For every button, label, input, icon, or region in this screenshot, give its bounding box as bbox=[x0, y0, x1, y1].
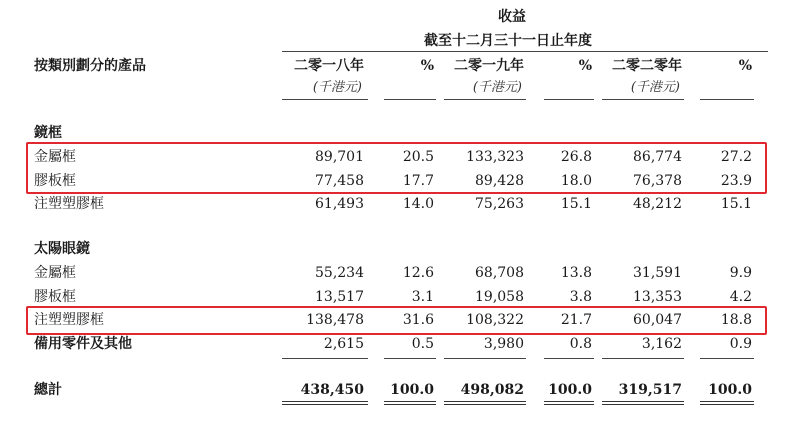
subtotal-line-2020-pct bbox=[700, 358, 754, 359]
value-2018: 13,517 bbox=[315, 289, 364, 305]
total-2018: 438,450 bbox=[300, 382, 364, 398]
pct-2018: 17.7 bbox=[402, 173, 434, 189]
row-label: 膠板框 bbox=[34, 289, 76, 305]
pct-2019: 21.7 bbox=[560, 312, 592, 328]
pct-2020: 15.1 bbox=[720, 196, 752, 212]
pct-2020: 4.2 bbox=[729, 289, 752, 305]
subtotal-line-2019-pct bbox=[544, 358, 594, 359]
value-2020: 3,162 bbox=[641, 336, 682, 352]
pct-2020: 27.2 bbox=[720, 149, 752, 165]
pct-2018: 20.5 bbox=[402, 149, 434, 165]
total-label: 總計 bbox=[34, 382, 62, 398]
total-double-line-2019-pct bbox=[544, 401, 594, 405]
value-2019: 108,322 bbox=[466, 312, 524, 328]
total-2019: 498,082 bbox=[460, 382, 524, 398]
period-title: 截至十二月三十一日止年度 bbox=[424, 33, 592, 49]
pct-2018: 14.0 bbox=[402, 196, 434, 212]
pct-2019: 26.8 bbox=[560, 149, 592, 165]
row-label: 注塑塑膠框 bbox=[34, 312, 104, 328]
row-label: 膠板框 bbox=[34, 173, 76, 189]
total-pct-2019: 100.0 bbox=[548, 382, 592, 398]
value-2019: 89,428 bbox=[475, 173, 524, 189]
col-2020-year: 二零二零年 bbox=[612, 58, 682, 74]
col-2020-unit: (千港元) bbox=[630, 80, 680, 95]
pct-2020: 9.9 bbox=[729, 265, 752, 281]
total-double-line-2019 bbox=[444, 401, 526, 405]
pct-2019: 0.8 bbox=[569, 336, 592, 352]
value-2020: 86,774 bbox=[633, 149, 682, 165]
total-2020: 319,517 bbox=[618, 382, 682, 398]
pct-2020: 0.9 bbox=[729, 336, 752, 352]
pct-2018: 3.1 bbox=[411, 289, 434, 305]
value-2019: 3,980 bbox=[483, 336, 524, 352]
pct-2019: 13.8 bbox=[560, 265, 592, 281]
col-2018-pct: % bbox=[420, 58, 434, 74]
subtotal-line-2018 bbox=[282, 358, 368, 359]
col-2019-pct: % bbox=[578, 58, 592, 74]
value-2019: 133,323 bbox=[466, 149, 524, 165]
row-label: 注塑塑膠框 bbox=[34, 196, 104, 212]
total-double-line-2018-pct bbox=[384, 401, 436, 405]
value-2018: 2,615 bbox=[323, 336, 364, 352]
value-2018: 138,478 bbox=[306, 312, 364, 328]
highlight-box-frames bbox=[26, 142, 767, 194]
value-2019: 68,708 bbox=[475, 265, 524, 281]
total-double-line-2018 bbox=[282, 401, 368, 405]
value-2018: 77,458 bbox=[315, 173, 364, 189]
pct-2019: 15.1 bbox=[560, 196, 592, 212]
pct-2018: 12.6 bbox=[402, 265, 434, 281]
col-2019-year: 二零一九年 bbox=[454, 58, 524, 74]
value-2019: 75,263 bbox=[475, 196, 524, 212]
value-2018: 61,493 bbox=[315, 196, 364, 212]
col-2019-unit: (千港元) bbox=[472, 80, 522, 95]
value-2018: 89,701 bbox=[315, 149, 364, 165]
pct-2019: 3.8 bbox=[569, 289, 592, 305]
highlight-box-injection bbox=[26, 306, 767, 335]
value-2020: 13,353 bbox=[633, 289, 682, 305]
header-underline-2020 bbox=[602, 99, 684, 100]
total-double-line-2020-pct bbox=[700, 401, 754, 405]
value-2019: 19,058 bbox=[475, 289, 524, 305]
row-label: 備用零件及其他 bbox=[34, 336, 132, 352]
value-2020: 76,378 bbox=[633, 173, 682, 189]
pct-2020: 23.9 bbox=[720, 173, 752, 189]
value-2020: 60,047 bbox=[633, 312, 682, 328]
header-underline-2019-pct bbox=[544, 99, 594, 100]
col-2020-pct: % bbox=[738, 58, 752, 74]
col-2018-year: 二零一八年 bbox=[294, 58, 364, 74]
value-2020: 31,591 bbox=[633, 265, 682, 281]
value-2020: 48,212 bbox=[633, 196, 682, 212]
total-pct-2020: 100.0 bbox=[708, 382, 752, 398]
col-2018-unit: (千港元) bbox=[312, 80, 362, 95]
category-heading: 按類別劃分的產品 bbox=[34, 58, 146, 74]
subtotal-line-2019 bbox=[444, 358, 526, 359]
header-underline-2018-pct bbox=[384, 99, 436, 100]
row-label: 金屬框 bbox=[34, 265, 76, 281]
value-2018: 55,234 bbox=[315, 265, 364, 281]
pct-2018: 0.5 bbox=[411, 336, 434, 352]
section-title-sunglasses: 太陽眼鏡 bbox=[34, 241, 90, 257]
subtotal-line-2018-pct bbox=[384, 358, 436, 359]
pct-2019: 18.0 bbox=[560, 173, 592, 189]
period-title-underline bbox=[282, 51, 768, 52]
section-title-frames: 鏡框 bbox=[34, 125, 62, 141]
pct-2018: 31.6 bbox=[402, 312, 434, 328]
subtotal-line-2020 bbox=[602, 358, 684, 359]
header-underline-2018 bbox=[282, 99, 368, 100]
header-underline-2020-pct bbox=[700, 99, 754, 100]
pct-2020: 18.8 bbox=[720, 312, 752, 328]
total-double-line-2020 bbox=[602, 401, 684, 405]
row-label: 金屬框 bbox=[34, 149, 76, 165]
revenue-title: 收益 bbox=[498, 9, 526, 25]
total-pct-2018: 100.0 bbox=[390, 382, 434, 398]
header-underline-2019 bbox=[444, 99, 526, 100]
